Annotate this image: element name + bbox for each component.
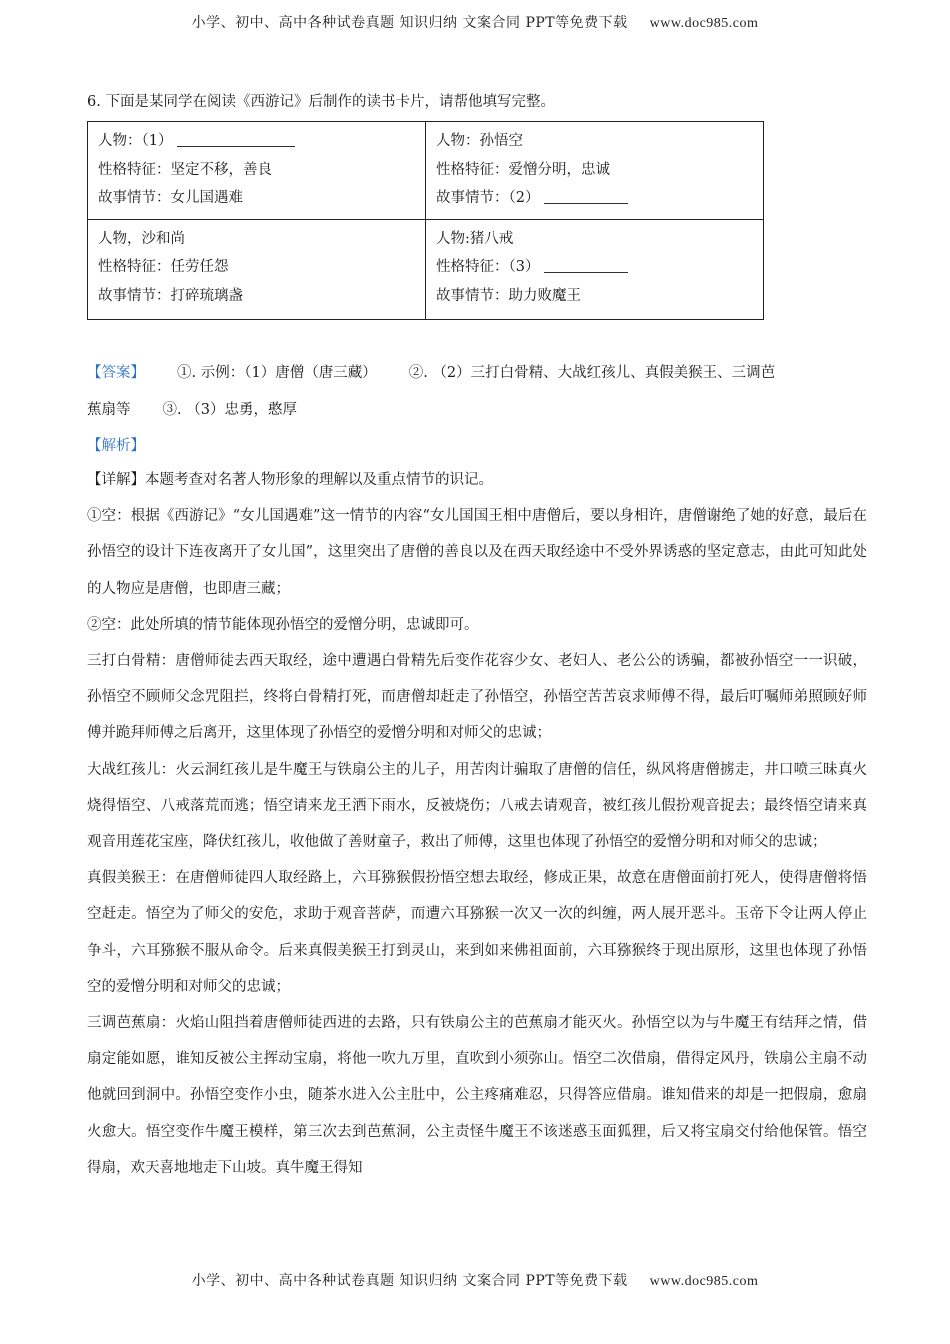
card-trait: 性格特征：（3） [436,259,540,275]
question-prompt: 6. 下面是某同学在阅读《西游记》后制作的读书卡片，请帮他填写完整。 [87,94,555,110]
header-site-link[interactable]: www.doc985.com [649,16,759,31]
card-character: 人物：（1） [98,133,173,149]
card-plot: 故事情节：助力败魔王 [436,287,581,304]
card-cell [426,122,764,220]
analysis-paragraph: 三调芭蕉扇：火焰山阻挡着唐僧师徒西进的去路，只有铁扇公主的芭蕉扇才能灭火。孙悟空以为与牛魔王有结拜之情，借扇定能如愿，谁知反被公主挥动宝扇，将他一吹九万里，直吹到小须弥山。悟空二次借扇，借得定风丹，铁扇公主扇不动他就回到洞中。孙悟空变作小虫，随茶水进入公主肚中，公主疼痛难忍，只得答应借扇。谁知借来的却是一把假扇，愈扇火愈大。悟空变作牛魔王模样，第三次去到芭蕉洞，公主责怪牛魔王不该迷惑玉面狐狸，后又将宝扇交付给他保管。悟空得扇，欢天喜地地走下山坡。真牛魔王得知 [87,1015,867,1176]
answer-part-3: ③. （3）忠勇，憨厚 [162,402,297,418]
card-cell [426,219,764,319]
analysis-label: 【解析】 [87,438,145,454]
analysis-paragraph: 真假美猴王：在唐僧师徒四人取经路上，六耳猕猴假扮悟空想去取经，修成正果，故意在唐僧面前打死人，使得唐僧将悟空赶走。悟空为了师父的安危，求助于观音菩萨，而遭六耳猕猴一次又一次的纠缠，两人展开恶斗。玉帝下令让两人停止争斗，六耳猕猴不服从命令。后来真假美猴王打到灵山，来到如来佛祖面前，六耳猕猴终于现出原形，这里也体现了孙悟空的爱憎分明和对师父的忠诚； [87,870,867,995]
card-character: 人物，沙和尚 [98,230,185,247]
answer-part-1: ①. 示例：（1）唐僧（唐三藏） [177,365,377,381]
card-character: 人物:猪八戒 [436,230,514,247]
page-footer [0,1270,950,1290]
card-trait: 性格特征：任劳任怨 [98,259,229,275]
answer-blank-2[interactable] [544,187,628,204]
card-character: 人物：孙悟空 [436,133,523,149]
header-text: 小学、初中、高中各种试卷真题 知识归纳 文案合同 PPT等免费下载 [191,15,628,31]
card-plot: 故事情节：（2） [436,190,540,206]
page-header [0,12,950,32]
footer-site-link[interactable]: www.doc985.com [649,1274,759,1289]
card-plot: 故事情节：女儿国遇难 [98,190,243,206]
analysis-paragraph: 大战红孩儿：火云洞红孩儿是牛魔王与铁扇公主的儿子，用苦肉计骗取了唐僧的信任，纵风将唐僧掳走，井口喷三昧真火烧得悟空、八戒落荒而逃；悟空请来龙王洒下雨水，反被烧伤；八戒去请观音，被红孩儿假扮观音捉去；最终悟空请来真观音用莲花宝座，降伏红孩儿，收他做了善财童子，救出了师傅，这里也体现了孙悟空的爱憎分明和对师父的忠诚； [87,761,867,851]
footer-text: 小学、初中、高中各种试卷真题 知识归纳 文案合同 PPT等免费下载 [191,1273,628,1289]
answer-blank-3[interactable] [544,256,628,273]
analysis-paragraph: 三打白骨精：唐僧师徒去西天取经，途中遭遇白骨精先后变作花容少女、老妇人、老公公的诱骗，都被孙悟空一一识破，孙悟空不顾师父念咒阻拦，终将白骨精打死，而唐僧却赶走了孙悟空，孙悟空苦苦哀求师傅不得，最后叮嘱师弟照顾好师傅并跪拜师傅之后离开，这里体现了孙悟空的爱憎分明和对师父的忠诚； [87,653,867,742]
card-cell [88,219,426,319]
reading-card-table [87,121,764,320]
card-trait: 性格特征：坚定不移，善良 [98,161,272,178]
card-plot: 故事情节：打碎琉璃盏 [98,287,243,304]
analysis-body [87,462,867,1186]
card-cell [88,122,426,220]
card-trait: 性格特征：爱憎分明，忠诚 [436,161,610,178]
analysis-paragraph: 【详解】本题考查对名著人物形象的理解以及重点情节的识记。 [87,472,493,488]
answer-section [87,355,867,463]
analysis-paragraph: ②空：此处所填的情节能体现孙悟空的爱憎分明，忠诚即可。 [87,616,479,633]
answer-label: 【答案】 [87,365,145,381]
answer-blank-1[interactable] [177,130,295,147]
analysis-paragraph: ①空：根据《西游记》“女儿国遇难”这一情节的内容“女儿国国王相中唐僧后，要以身相许，唐僧谢绝了她的好意，最后在孙悟空的设计下连夜离开了女儿国”，这里突出了唐僧的善良以及在西天取经途中不受外界诱惑的坚定意志，由此可知此处的人物应是唐僧，也即唐三藏； [87,508,867,597]
answer-part-2: ②. （2）三打白骨精、大战红孩儿、真假美猴王、三调芭 [408,365,776,381]
answer-part-2-cont: 蕉扇等 [87,402,131,418]
